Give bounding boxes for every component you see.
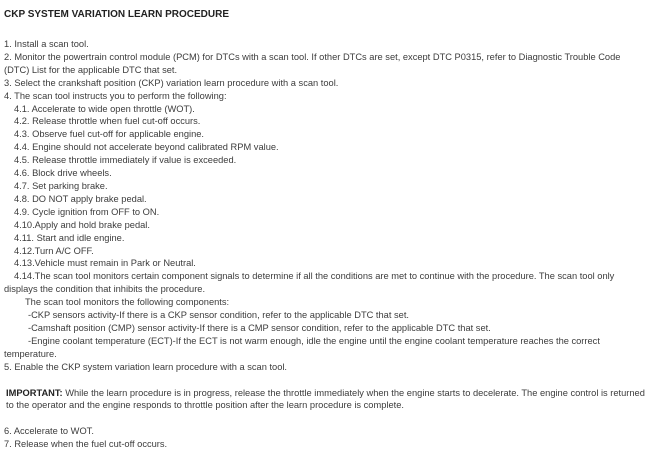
substep-4-12: 4.12.Turn A/C OFF. — [14, 245, 94, 256]
step-2: 2. Monitor the powertrain control module (PCM) for DTCs with a scan tool. If other DTCs are set, except DTC P0315, refer to Diagnostic Trouble Code (DTC) List for the applicable DTC that set. — [4, 51, 621, 75]
component-cmp: -Camshaft position (CMP) sensor activity-If there is a CMP sensor condition, refer to the applicable DTC that set. — [28, 322, 491, 333]
step-7: 7. Release when the fuel cut-off occurs. — [4, 439, 168, 450]
component-ect: -Engine coolant temperature (ECT)-If the ECT is not warm enough, idle the engine until the engine coolant temperature reaches the correct temperature. — [4, 335, 600, 359]
step-3: 3. Select the crankshaft position (CKP) variation learn procedure with a scan tool. — [4, 77, 339, 88]
procedure-body — [4, 38, 646, 451]
step-5: 5. Enable the CKP system variation learn procedure with a scan tool. — [4, 361, 288, 372]
important-label: IMPORTANT: — [6, 387, 63, 398]
important-text: While the learn procedure is in progress, release the throttle immediately when the engine starts to decelerate. The engine control is returned to the operator and the engine responds to throttle position after the learn procedure is complete. — [6, 387, 645, 411]
substep-4-10: 4.10.Apply and hold brake pedal. — [14, 219, 150, 230]
important-note — [4, 387, 646, 413]
substep-4-3: 4.3. Observe fuel cut-off for applicable engine. — [14, 129, 205, 140]
substep-4-13: 4.13.Vehicle must remain in Park or Neutral. — [14, 258, 196, 269]
substep-4-7: 4.7. Set parking brake. — [14, 180, 108, 191]
step-4: 4. The scan tool instructs you to perform the following: — [4, 90, 227, 101]
substep-4-9: 4.9. Cycle ignition from OFF to ON. — [14, 206, 160, 217]
page-title: CKP SYSTEM VARIATION LEARN PROCEDURE — [4, 9, 230, 20]
step-1: 1. Install a scan tool. — [4, 39, 89, 49]
substep-4-1: 4.1. Accelerate to wide open throttle (WOT). — [14, 103, 195, 114]
substep-4-6: 4.6. Block drive wheels. — [14, 168, 112, 179]
substep-4-4: 4.4. Engine should not accelerate beyond calibrated RPM value. — [14, 142, 279, 153]
substep-4-5: 4.5. Release throttle immediately if value is exceeded. — [14, 155, 237, 166]
substep-4-11: 4.11. Start and idle engine. — [14, 232, 125, 243]
step-6: 6. Accelerate to WOT. — [4, 426, 94, 437]
substep-4-2: 4.2. Release throttle when fuel cut-off occurs. — [14, 116, 201, 127]
component-ckp: -CKP sensors activity-If there is a CKP sensor condition, refer to the applicable DTC that set. — [28, 310, 409, 321]
substep-4-8: 4.8. DO NOT apply brake pedal. — [14, 193, 147, 204]
components-intro: The scan tool monitors the following components: — [25, 297, 230, 308]
substep-4-14: 4.14.The scan tool monitors certain component signals to determine if all the conditions are met to continue with the procedure. The scan tool only displays the condition that inhibits the procedure. — [4, 271, 615, 295]
